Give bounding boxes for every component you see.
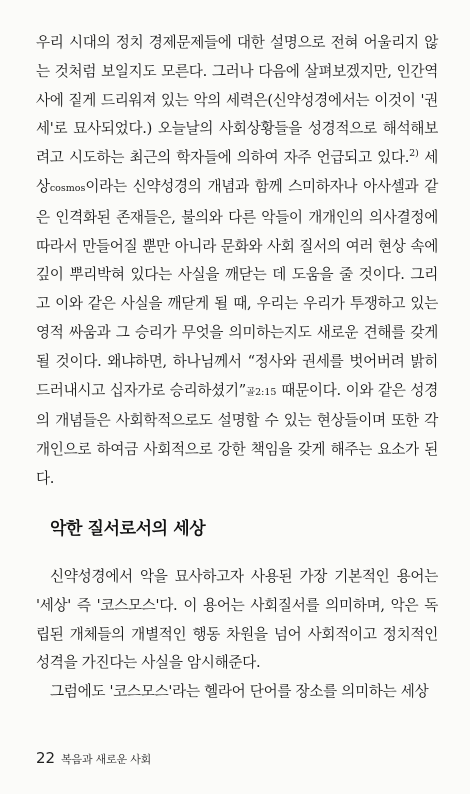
greek-term: cosmos xyxy=(49,182,86,194)
body-paragraph-3: 그럼에도 '코스모스'라는 헬라어 단어를 장소를 의미하는 세상 xyxy=(50,683,429,700)
page-number: 22 xyxy=(36,749,56,767)
scripture-reference: 골2:15 xyxy=(245,386,277,398)
footnote-marker: 2) xyxy=(409,148,419,160)
body-paragraph-1 xyxy=(36,29,438,494)
paragraph-text: 세상 xyxy=(36,149,438,195)
section-heading: 악한 질서로서의 세상 xyxy=(50,519,206,539)
page-footer xyxy=(36,748,151,767)
running-title: 복음과 새로운 사회 xyxy=(61,753,152,766)
body-paragraph-2: 신약성경에서 악을 묘사하고자 사용된 가장 기본적인 용어는 '세상' 즉 '코스모스'다. 이 용어는 사회질서를 의미하며, 악은 독립된 개체들의 개별적인 행동 차원을 넘어 사회적이고 정치적인 성격을 가진다는 사실을 암시해준다. xyxy=(36,568,438,672)
paragraph-text: 우리 시대의 정치 경제문제들에 대한 설명으로 전혀 어울리지 않는 것처럼 보일지도 모른다. 그러나 다음에 살펴보겠지만, 인간역사에 짙게 드리워져 있는 악의 세력은(신약성경에서는 이것이 '권세'로 묘사되었다.) 오늘날의 사회상황들을 성경적으로 해석해보려고 시도하는 최근의 학자들에 의하여 자주 언급되고 있다. xyxy=(36,34,438,167)
paragraph-text: 이라는 신약성경의 개념과 함께 스미하자나 아사셀과 같은 인격화된 존재들은, 불의와 다른 악들이 개개인의 의사결정에 따라서 만들어질 뿐만 아니라 문화와 사회 질서의 여러 현상 속에 깊이 뿌리박혀 있다는 사실을 깨닫는 데 도움을 줄 것이다. 그리고 이와 같은 사실을 깨닫게 될 때, 우리는 우리가 투쟁하고 있는 영적 싸움과 그 승리가 무엇을 의미하는지도 새로운 견해를 갖게 될 것이다. 왜냐하면, 하나님께서 “정사와 권세를 벗어버려 밝히 드러내시고 십자가로 승리하셨기” xyxy=(36,177,438,399)
paragraph-text: 때문이다. 이와 같은 성경의 개념들은 사회학적으로도 설명할 수 있는 현상들이며 또한 각 개인으로 하여금 사회적으로 강한 책임을 갖게 해주는 요소가 된다. xyxy=(36,381,439,487)
